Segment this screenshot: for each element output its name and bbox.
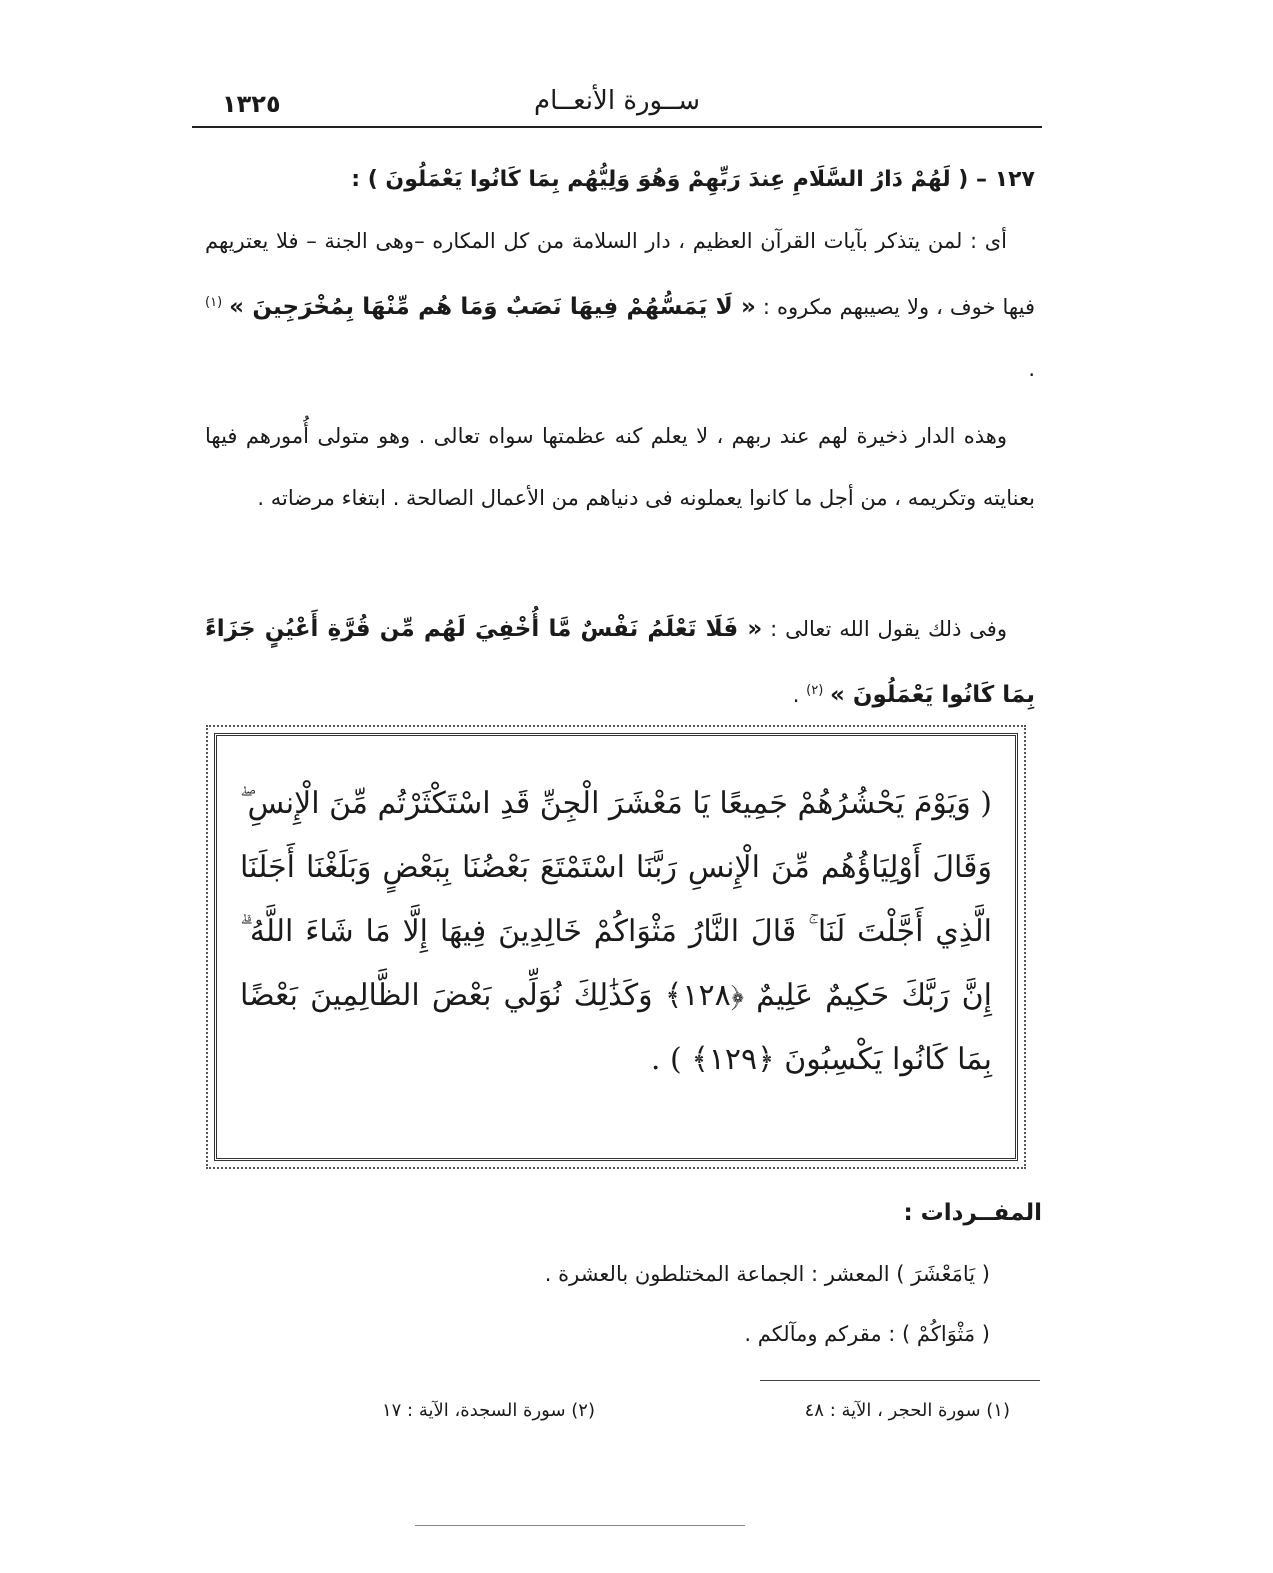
paragraph-1	[205, 210, 1035, 400]
surah-title: ســورة الأنعــام	[534, 86, 700, 116]
paragraph-1-text: أى : لمن يتذكر بآيات القرآن العظيم ، دار السلامة من كل المكاره –وهى الجنة – فلا يعتريهم فيها خوف ، ولا يصيبهم مكروه :	[205, 229, 1035, 319]
vocabulary-item: ( مَثْوَاكُمْ ) : مقركم ومآلكم .	[744, 1322, 990, 1346]
footnote-2: (٢) سورة السجدة، الآية : ١٧	[381, 1400, 595, 1421]
footnote-ref-2: (٢)	[806, 683, 824, 698]
paragraph-2	[205, 405, 1035, 529]
paragraph-2-text: وهذه الدار ذخيرة لهم عند ربهم ، لا يعلم كنه عظمتها سواه تعالى . وهو متولى أُمورهم فيها بعنايته وتكريمه ، من أجل ما كانوا يعملونه فى دنياهم من الأعمال الصالحة . ابتغاء مرضاته .	[205, 424, 1035, 510]
verse-number: ١٢٧ –	[976, 167, 1035, 192]
page-number: ١٣٢٥	[222, 90, 281, 118]
paragraph-3-end: .	[792, 683, 800, 707]
footnote-ref-1: (١)	[205, 295, 223, 310]
vocabulary-title: المفــردات :	[903, 1200, 1042, 1226]
vocabulary-item: ( يَامَعْشَرَ ) المعشر : الجماعة المختلطون بالعشرة .	[544, 1262, 990, 1286]
bottom-rule	[415, 1525, 745, 1526]
paragraph-3-quote: « فَلَا تَعْلَمُ نَفْسٌ مَّا أُخْفِيَ لَهُم مِّن قُرَّةِ أَعْيُنٍ جَزَاءً بِمَا كَانُوا يَعْمَلُونَ »	[205, 616, 1035, 708]
verse-text: ( لَهُمْ دَارُ السَّلَامِ عِندَ رَبِّهِمْ وَهُوَ وَلِيُّهُم بِمَا كَانُوا يَعْمَلُونَ ) :	[351, 167, 969, 192]
paragraph-1-end: .	[1028, 357, 1035, 381]
footnote-1: (١) سورة الحجر ، الآية : ٤٨	[804, 1400, 1010, 1421]
header-rule	[192, 126, 1042, 128]
paragraph-1-quote: « لَا يَمَسُّهُمْ فِيهَا نَصَبٌ وَمَا هُم مِّنْهَا بِمُخْرَجِينَ »	[229, 294, 756, 320]
paragraph-3-text: وفى ذلك يقول الله تعالى :	[770, 617, 1007, 641]
framed-verses: ( وَيَوْمَ يَحْشُرُهُمْ جَمِيعًا يَا مَعْشَرَ الْجِنِّ قَدِ اسْتَكْثَرْتُم مِّنَ الْإِنسِ ۖ وَقَالَ أَوْلِيَاؤُهُم مِّنَ الْإِنسِ رَبَّنَا اسْتَمْتَعَ بَعْضُنَا بِبَعْضٍ وَبَلَغْنَا أَجَلَنَا الَّذِي أَجَّلْتَ لَنَا ۚ قَالَ النَّارُ مَثْوَاكُمْ خَالِدِينَ فِيهَا إِلَّا مَا شَاءَ اللَّهُ ۗ إِنَّ رَبَّكَ حَكِيمٌ عَلِيمٌ ﴿١٢٨﴾ وَكَذَٰلِكَ نُوَلِّي بَعْضَ الظَّالِمِينَ بَعْضًا بِمَا كَانُوا يَكْسِبُونَ ﴿١٢٩﴾ ) .	[240, 786, 992, 1077]
footnote-rule	[760, 1380, 1040, 1381]
page-header	[192, 82, 1042, 126]
verse-heading	[205, 152, 1035, 208]
paragraph-3	[205, 598, 1035, 726]
